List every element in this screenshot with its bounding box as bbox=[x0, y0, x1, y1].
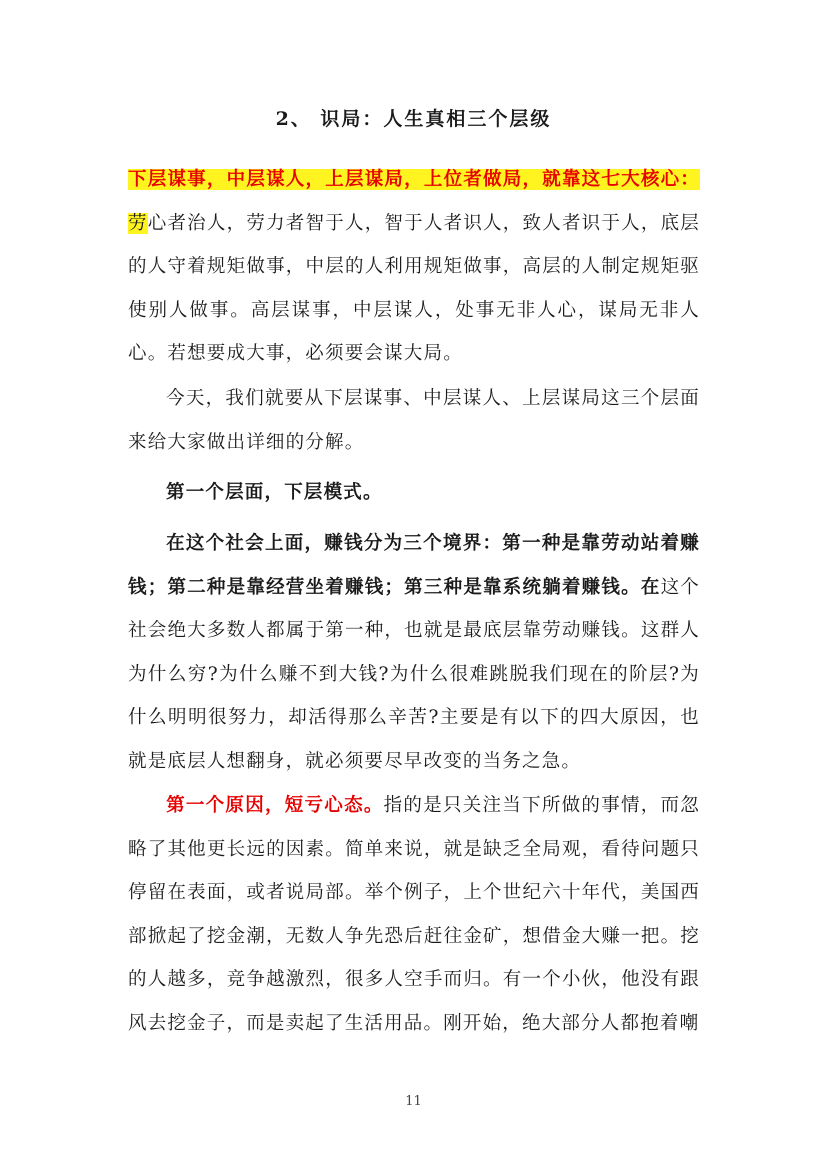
page-number: 11 bbox=[405, 1094, 422, 1109]
reason-paragraph bbox=[128, 784, 700, 1045]
money-paragraph bbox=[128, 522, 700, 783]
first-level-heading bbox=[128, 471, 700, 515]
reason-text: 指的是只关注当下所做的事情，而忽略了其他更长远的因素。简单来说，就是缺乏全局观，看待问题只停留在表面，或者说局部。举个例子，上个世纪六十年代，美国西部掀起了挖金潮，无数人争先恐后赶往金矿，想借金大赚一把。挖的人越多，竞争越激烈，很多人空手而归。有一个小伙，他没有跟风去挖金子，而是卖起了生活用品。刚开始，绝大部分人都抱着嘲 bbox=[128, 795, 701, 1034]
section-title: 2、 识局：人生真相三个层级 bbox=[275, 108, 552, 130]
intro-text: 心者治人，劳力者智于人，智于人者识人，致人者识于人，底层的人守着规矩做事，中层的人利用规矩做事，高层的人制定规矩驱使别人做事。高层谋事，中层谋人，处事无非人心，谋局无非人心。若想要成大事，必须要会谋大局。 bbox=[128, 212, 700, 364]
intro-paragraph bbox=[128, 158, 700, 376]
today-paragraph bbox=[128, 377, 700, 464]
highlighted-core-statement: 下层谋事，中层谋人，上层谋局，上位者做局，就靠这七大核心： bbox=[128, 169, 700, 190]
first-reason-heading: 第一个原因，短亏心态。 bbox=[166, 795, 384, 816]
money-levels-bold: 在这个社会上面，赚钱分为三个境界：第一种是靠劳动站着赚钱；第二种是靠经营坐着赚钱；第三种是靠系统躺着赚钱。 bbox=[128, 533, 700, 598]
money-text: 这个社会绝大多数人都属于第一种，也就是最底层靠劳动赚钱。这群人为什么穷?为什么赚不到大钱?为什么很难跳脱我们现在的阶层?为什么明明很努力，却活得那么辛苦?主要是有以下的四大原因，也就是底层人想翻身，就必须要尽早改变的当务之急。 bbox=[128, 576, 701, 772]
highlighted-char: 劳 bbox=[128, 212, 148, 234]
money-bold-char: 在 bbox=[640, 576, 661, 598]
first-level-heading-text: 第一个层面，下层模式。 bbox=[166, 482, 383, 503]
today-text: 今天，我们就要从下层谋事、中层谋人、上层谋局这三个层面来给大家做出详细的分解。 bbox=[128, 388, 700, 453]
